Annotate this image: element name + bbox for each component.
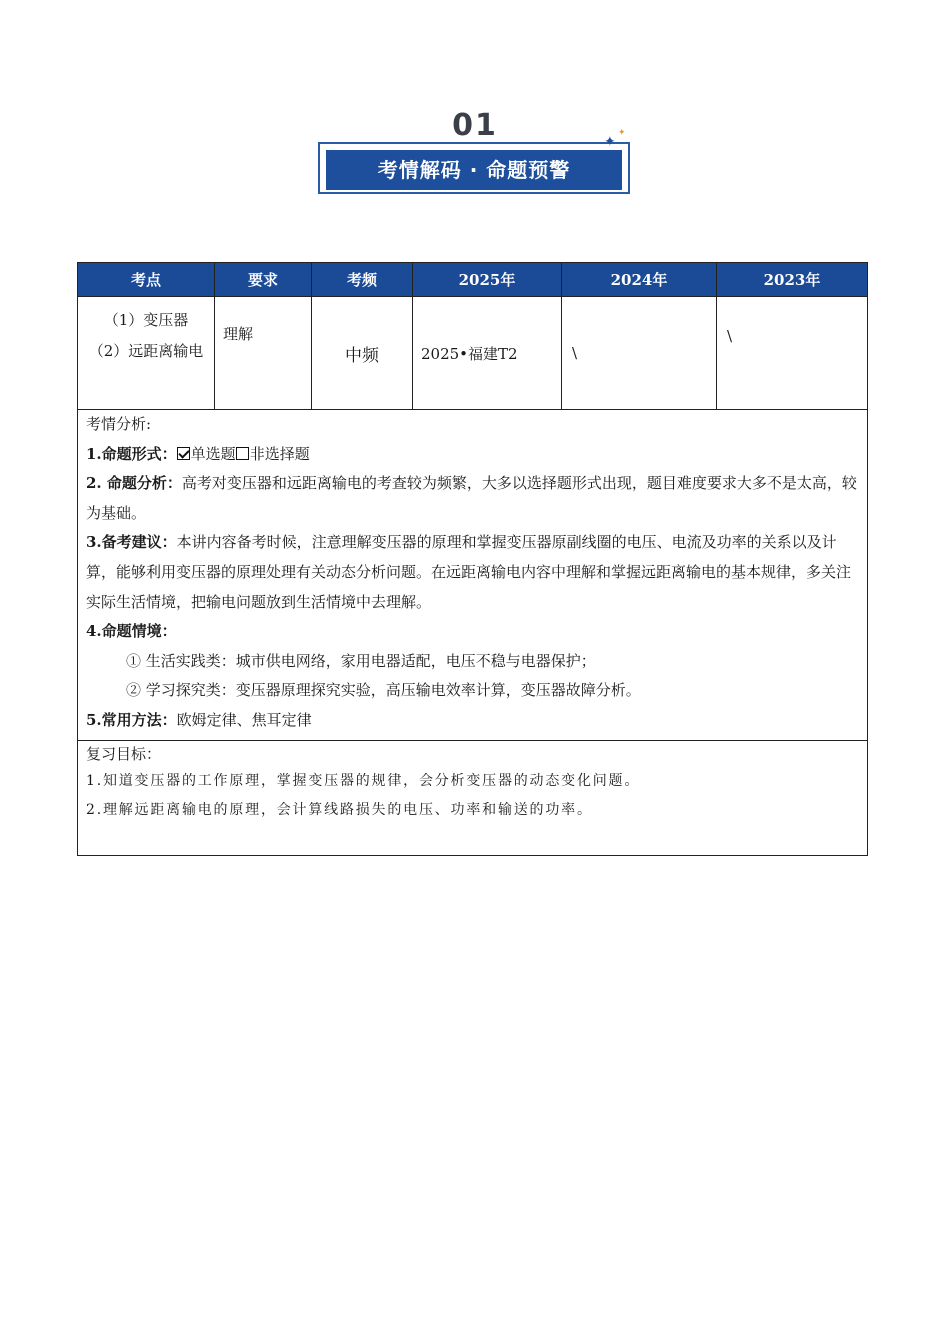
sparkle-icon: ✦ xyxy=(604,134,616,150)
cell-yaoqiu: 理解 xyxy=(215,297,312,410)
review-cell xyxy=(78,740,868,855)
col-header: 考频 xyxy=(312,263,413,297)
advice-paragraph xyxy=(86,528,859,617)
checkbox-empty-icon xyxy=(236,447,249,460)
method-line xyxy=(86,706,859,736)
exam-table xyxy=(77,262,868,856)
context-label: 4.命题情境： xyxy=(86,622,177,641)
analysis-cell xyxy=(78,410,868,741)
col-header: 2023年 xyxy=(717,263,868,297)
form-label: 1.命题形式： xyxy=(86,444,177,463)
advice-text: 本讲内容备考时候，注意理解变压器的原理和掌握变压器原副线圈的电压、电流及功率的关系以及计算，能够利用变压器的原理处理有关动态分析问题。在远距离输电内容中理解和掌握远距离输电的基本规律，多关注实际生活情境，把输电问题放到生活情境中去理解。 xyxy=(86,533,852,611)
section-banner: 考情解码 · 命题预警 xyxy=(326,150,622,190)
analysis-label: 2. 命题分析： xyxy=(86,474,182,493)
col-header: 2024年 xyxy=(562,263,717,297)
context-item: ② 学习探究类：变压器原理探究实验，高压输电效率计算，变压器故障分析。 xyxy=(126,681,641,700)
col-header: 2025年 xyxy=(413,263,562,297)
col-header: 要求 xyxy=(215,263,312,297)
table-row xyxy=(78,297,868,410)
method-text: 欧姆定律、焦耳定律 xyxy=(176,710,312,729)
analysis-row xyxy=(78,410,868,741)
cell-kaodian xyxy=(78,297,215,410)
review-item: 1.知道变压器的工作原理，掌握变压器的规律，会分析变压器的动态变化问题。 xyxy=(86,772,641,789)
cell-2024: \ xyxy=(562,297,717,410)
cell-kaopin: 中频 xyxy=(312,297,413,410)
analysis-text: 高考对变压器和远距离输电的考查较为频繁，大多以选择题形式出现，题目难度要求大多不是太高，较为基础。 xyxy=(86,474,857,522)
analysis-paragraph xyxy=(86,469,859,528)
section-number: 01 xyxy=(452,108,498,143)
advice-label: 3.备考建议： xyxy=(86,533,177,552)
form-option-nonchoice: 非选择题 xyxy=(249,444,310,463)
review-title: 复习目标： xyxy=(86,744,162,763)
review-item: 2.理解远距离输电的原理，会计算线路损失的电压、功率和输送的功率。 xyxy=(86,801,593,818)
kaodian-item: （1）变压器 xyxy=(103,311,189,329)
col-header: 考点 xyxy=(78,263,215,297)
kaodian-item: （2）远距离输电 xyxy=(88,342,204,360)
form-line xyxy=(86,440,859,470)
cell-2025: 2025•福建T2 xyxy=(413,297,562,410)
context-item: ① 生活实践类：城市供电网络，家用电器适配，电压不稳与电器保护； xyxy=(126,651,596,670)
table-header-row xyxy=(78,263,868,297)
form-option-single: 单选题 xyxy=(190,444,236,463)
method-label: 5.常用方法： xyxy=(86,710,177,729)
analysis-title: 考情分析: xyxy=(86,415,152,433)
checkbox-checked-icon xyxy=(177,447,190,460)
sparkle-small-icon: ✦ xyxy=(618,128,626,138)
cell-2023: \ xyxy=(717,297,868,410)
review-row xyxy=(78,740,868,855)
